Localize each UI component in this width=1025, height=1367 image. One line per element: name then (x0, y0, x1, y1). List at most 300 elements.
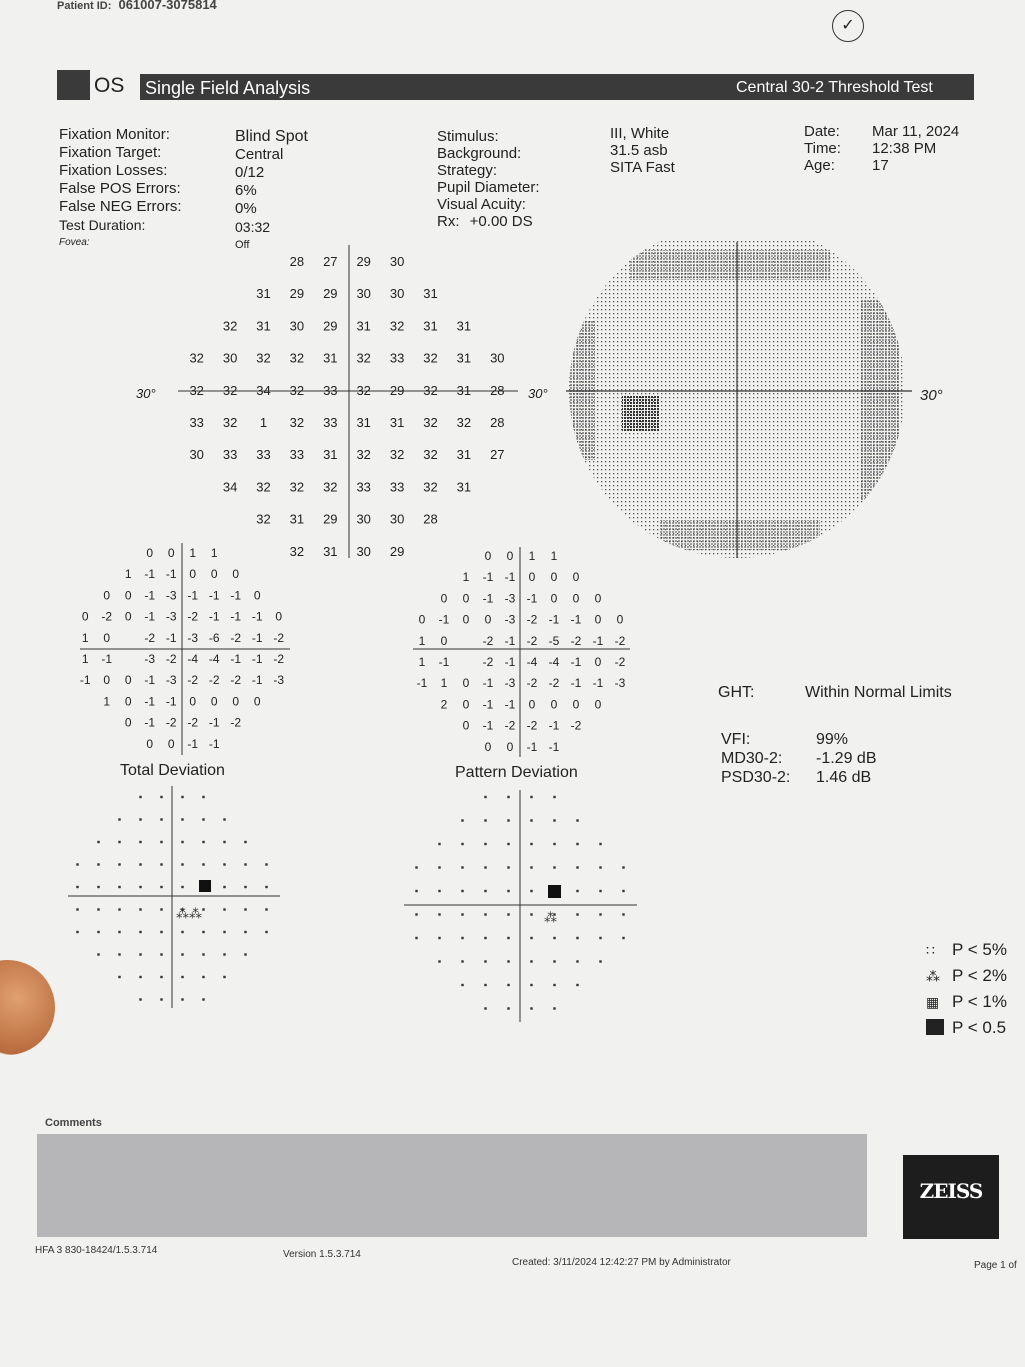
td-prob-dot (244, 863, 246, 865)
analysis-title: Single Field Analysis (145, 78, 311, 98)
td-value: -3 (165, 588, 177, 603)
pd-value: 2 (440, 697, 448, 712)
pd-prob-dot (553, 960, 555, 962)
pd-prob-dot (484, 937, 486, 939)
td-value: -2 (230, 715, 242, 730)
indices-values: 99% -1.29 dB 1.46 dB (816, 731, 877, 786)
threshold-value: 34 (222, 479, 238, 495)
td-prob-dot (160, 841, 162, 843)
pd-prob-dot (438, 960, 440, 962)
threshold-value: 27 (323, 254, 338, 269)
td-value: 1 (189, 546, 197, 560)
pd-value: 0 (484, 549, 492, 563)
threshold-value: 31 (456, 350, 472, 366)
pd-prob-dot (599, 937, 601, 939)
threshold-value: 31 (256, 318, 271, 334)
threshold-value: 33 (356, 479, 371, 495)
threshold-value: 32 (289, 350, 305, 366)
td-value: 0 (124, 609, 132, 624)
threshold-value: 28 (423, 511, 438, 527)
td-value: 0 (103, 630, 111, 645)
pd-prob-dot (622, 913, 624, 915)
td-prob-dot (160, 796, 162, 798)
td-prob-dot (244, 886, 246, 888)
pd-value: -2 (526, 612, 538, 627)
td-prob-dot (181, 841, 183, 843)
threshold-value: 1 (259, 415, 268, 430)
pd-prob-dot (530, 843, 532, 845)
td-prob-dot (202, 908, 204, 910)
threshold-value: 32 (256, 479, 271, 495)
info-left-labels: Fixation Monitor: Fixation Target: Fixation Losses: False POS Errors: False NEG Errors: Test Duration: Fovea: (59, 126, 182, 248)
pd-prob-dot (553, 937, 555, 939)
td-prob-dot (202, 796, 204, 798)
pd-value: 0 (484, 739, 492, 754)
pd-value: 0 (594, 697, 602, 712)
ght-value: Within Normal Limits (805, 684, 952, 701)
pd-prob-dot (576, 960, 578, 962)
td-prob-dot (160, 818, 162, 820)
pd-prob-dot (438, 890, 440, 892)
td-prob-dot (160, 998, 162, 1000)
pd-value: -1 (548, 718, 560, 733)
patient-id-label: Patient ID: (57, 0, 112, 12)
pd-prob-dot (461, 866, 463, 868)
grayscale-axis-label: 30° (920, 387, 943, 404)
td-prob-dot (139, 841, 141, 843)
pd-value: -1 (548, 739, 560, 754)
threshold-value: 31 (456, 447, 472, 463)
threshold-value: 30 (222, 350, 238, 366)
td-prob-dot (139, 863, 141, 865)
td-prob-dot (181, 886, 183, 888)
pd-prob-dot (507, 890, 509, 892)
threshold-value: 30 (356, 286, 371, 302)
threshold-value: 31 (323, 350, 338, 366)
threshold-value: 31 (456, 479, 472, 495)
pd-prob-dot (530, 866, 532, 868)
threshold-value: 31 (423, 286, 438, 302)
pd-value: -3 (504, 591, 516, 606)
threshold-value: 33 (256, 447, 271, 463)
td-prob-dot (160, 976, 162, 978)
pd-value: -4 (526, 655, 538, 669)
pd-value: -2 (526, 633, 538, 648)
pd-prob-dot (622, 866, 624, 868)
pd-value: -1 (504, 570, 516, 585)
info-left-values: Blind Spot Central 0/12 6% 0% 03:32 Off (235, 128, 308, 251)
pd-prob-dot (599, 960, 601, 962)
td-value: 0 (124, 694, 132, 709)
threshold-value: 30 (356, 511, 371, 527)
threshold-value: 29 (323, 318, 338, 334)
pd-prob-dot (576, 843, 578, 845)
td-prob-dot (97, 908, 99, 910)
pd-value: -2 (482, 633, 494, 648)
pd-value: -3 (614, 676, 626, 691)
threshold-value: 31 (356, 415, 371, 430)
td-value: 0 (146, 736, 154, 751)
td-value: -1 (230, 652, 242, 666)
pd-prob-dot (507, 843, 509, 845)
td-value: 0 (146, 546, 154, 560)
p2-icon: ⁂ (926, 968, 940, 984)
threshold-axis-label-right: 30° (528, 386, 548, 401)
td-value: 1 (81, 652, 89, 666)
td-value: 0 (253, 694, 261, 709)
pd-value: 0 (594, 612, 602, 627)
td-value: -1 (144, 673, 156, 688)
threshold-value: 29 (323, 511, 338, 527)
threshold-value: 32 (222, 382, 238, 398)
pd-prob-dot (553, 819, 555, 821)
td-prob-dot (97, 863, 99, 865)
td-prob-dot (181, 998, 183, 1000)
threshold-value: 32 (389, 447, 405, 463)
threshold-value: 33 (323, 415, 338, 430)
pd-value: 0 (418, 612, 426, 627)
threshold-value: 32 (423, 479, 438, 495)
td-prob-dot (244, 908, 246, 910)
td-value: -1 (144, 567, 156, 582)
pd-prob-dot (530, 960, 532, 962)
p5-icon: ∷ (926, 942, 935, 958)
td-value: 0 (253, 588, 261, 603)
pd-value: 0 (550, 591, 558, 606)
td-prob-dot (181, 931, 183, 933)
td-prob-dot (223, 908, 225, 910)
td-prob-dot (265, 886, 267, 888)
td-value: -1 (165, 630, 177, 645)
pd-value: -1 (570, 655, 582, 669)
pd-prob-dot (484, 960, 486, 962)
pd-prob-dot (553, 843, 555, 845)
pd-prob-dot (553, 866, 555, 868)
pd-value: -2 (526, 718, 538, 733)
td-value: 1 (81, 630, 89, 645)
threshold-value: 34 (256, 382, 271, 398)
td-value: -2 (144, 630, 156, 645)
td-value: -2 (187, 673, 199, 688)
td-value: -1 (101, 652, 113, 666)
test-name: Central 30-2 Threshold Test (736, 79, 933, 96)
td-prob-dot (139, 976, 141, 978)
td-value: 0 (189, 567, 197, 582)
pd-prob-dot (438, 866, 440, 868)
pd-value: 1 (440, 676, 448, 691)
td-prob-dot (181, 976, 183, 978)
td-prob-dot (76, 931, 78, 933)
threshold-value: 29 (289, 286, 305, 302)
td-p05-mark (199, 880, 211, 892)
pd-value: -1 (482, 591, 494, 606)
pd-prob-dot (461, 960, 463, 962)
pd-value: 0 (484, 612, 492, 627)
threshold-value: 28 (490, 382, 505, 398)
pd-prob-dot (530, 984, 532, 986)
pd-prob-dot (484, 866, 486, 868)
pd-value: -1 (416, 676, 428, 691)
td-value: -2 (273, 652, 285, 666)
threshold-value: 27 (490, 447, 505, 463)
pd-prob-dot (622, 890, 624, 892)
comments-label: Comments (45, 1117, 102, 1129)
p1-icon: ▦ (926, 994, 940, 1010)
td-value: -1 (208, 715, 220, 730)
pd-prob-dot (576, 890, 578, 892)
pd-value: -1 (526, 739, 538, 754)
pd-value: -1 (504, 655, 516, 669)
pd-prob-dot (484, 890, 486, 892)
td-value: -1 (251, 652, 263, 666)
pd-prob-dot (530, 913, 532, 915)
td-prob-dot (118, 953, 120, 955)
footer-page: Page 1 of (974, 1260, 1017, 1271)
td-prob-dot (160, 953, 162, 955)
pd-value: -1 (570, 676, 582, 691)
threshold-value: 32 (289, 543, 305, 559)
pd-value: -1 (482, 570, 494, 585)
td-prob-dot (202, 953, 204, 955)
td-value: 0 (210, 567, 218, 582)
td-value: -1 (208, 588, 220, 603)
td-p2-mark: ⁂⁂ (176, 907, 202, 922)
threshold-value: 31 (256, 286, 271, 302)
pd-prob-dot (507, 960, 509, 962)
pd-value: 0 (616, 612, 624, 627)
pd-prob-dot (415, 913, 417, 915)
td-prob-dot (181, 863, 183, 865)
ght-label: GHT: (718, 684, 755, 701)
threshold-value: 29 (389, 382, 405, 398)
td-value: -1 (165, 694, 177, 709)
check-mark-icon: ✓ (832, 10, 864, 42)
pd-prob-dot (507, 819, 509, 821)
td-prob-dot (181, 796, 183, 798)
threshold-value: 30 (389, 286, 405, 302)
threshold-value: 32 (356, 382, 371, 398)
pd-prob-dot (415, 890, 417, 892)
td-prob-dot (223, 841, 225, 843)
pd-value: -4 (548, 655, 560, 669)
td-prob-dot (97, 886, 99, 888)
pd-value: 0 (440, 591, 448, 606)
td-prob-dot (181, 953, 183, 955)
td-prob-dot (97, 841, 99, 843)
pd-prob-dot (599, 890, 601, 892)
comments-box (37, 1134, 867, 1237)
pd-value: -1 (482, 718, 494, 733)
pd-value: -1 (592, 633, 604, 648)
threshold-value: 31 (389, 415, 405, 430)
td-value: 1 (103, 694, 111, 709)
pd-prob-dot (599, 866, 601, 868)
pd-prob-dot (507, 984, 509, 986)
footer-version: Version 1.5.3.714 (283, 1249, 361, 1260)
p05-icon (926, 1019, 944, 1035)
pd-value: 0 (462, 676, 470, 691)
threshold-value: 33 (389, 350, 405, 366)
pd-prob-dot (415, 937, 417, 939)
pd-value: -3 (504, 676, 516, 691)
td-value: -1 (208, 609, 220, 624)
td-value: -1 (144, 715, 156, 730)
td-value: -1 (144, 694, 156, 709)
pd-prob-dot (599, 843, 601, 845)
pd-value: 1 (418, 633, 426, 648)
pd-prob-dot (576, 937, 578, 939)
pd-prob-dot (530, 1007, 532, 1009)
td-value: -3 (165, 673, 177, 688)
info-right-values: Mar 11, 2024 12:38 PM 17 (872, 123, 960, 174)
pd-prob-dot (484, 913, 486, 915)
td-value: -3 (165, 609, 177, 624)
td-value: -2 (187, 609, 199, 624)
td-prob-dot (202, 863, 204, 865)
td-prob-dot (139, 908, 141, 910)
pd-value: -2 (548, 676, 560, 691)
pd-value: -1 (504, 633, 516, 648)
pd-prob-dot (507, 796, 509, 798)
td-prob-dot (118, 976, 120, 978)
td-value: -4 (187, 652, 199, 666)
threshold-value: 32 (289, 479, 305, 495)
probability-legend: ∷ P < 5% ⁂ P < 2% ▦ P < 1% P < 0.5 (926, 940, 1007, 1037)
td-value: -4 (208, 652, 220, 666)
pd-value: -1 (526, 591, 538, 606)
td-prob-dot (244, 841, 246, 843)
pd-value: -1 (438, 612, 450, 627)
pd-p05-mark (548, 885, 561, 898)
pd-value: -1 (548, 612, 560, 627)
threshold-value: 33 (389, 479, 405, 495)
td-value: 1 (124, 567, 132, 582)
pd-value: -2 (614, 655, 626, 669)
td-value: -1 (79, 673, 91, 688)
td-value: -2 (230, 673, 242, 688)
threshold-value: 30 (289, 318, 305, 334)
pd-value: 0 (528, 697, 536, 712)
threshold-value: 32 (189, 350, 204, 366)
td-prob-dot (181, 818, 183, 820)
td-prob-dot (76, 908, 78, 910)
threshold-value: 32 (423, 415, 438, 430)
pd-prob-dot (576, 913, 578, 915)
pd-value: 1 (462, 570, 470, 585)
pd-value: 0 (462, 591, 470, 606)
threshold-value: 28 (490, 415, 505, 430)
pd-prob-dot (461, 937, 463, 939)
pd-value: -1 (482, 676, 494, 691)
td-prob-dot (223, 818, 225, 820)
threshold-value: 29 (356, 254, 371, 269)
pd-prob-dot (461, 819, 463, 821)
pd-value: -1 (438, 655, 450, 669)
td-prob-dot (76, 886, 78, 888)
threshold-value: 31 (356, 318, 371, 334)
threshold-value: 31 (423, 318, 438, 334)
td-value: -3 (187, 630, 199, 645)
pd-value: 0 (462, 612, 470, 627)
threshold-value: 33 (222, 447, 238, 463)
pd-prob-dot (438, 913, 440, 915)
threshold-value: 32 (289, 415, 305, 430)
threshold-value: 31 (456, 382, 472, 398)
pd-prob-dot (576, 819, 578, 821)
pd-prob-dot (553, 984, 555, 986)
threshold-value: 30 (389, 254, 405, 269)
td-prob-dot (223, 863, 225, 865)
pd-prob-dot (415, 866, 417, 868)
pd-value: 0 (594, 655, 602, 669)
td-prob-dot (139, 998, 141, 1000)
td-value: -1 (144, 588, 156, 603)
threshold-value: 30 (490, 350, 505, 366)
td-prob-dot (244, 953, 246, 955)
td-prob-dot (97, 953, 99, 955)
threshold-value: 32 (256, 350, 271, 366)
pd-value: -2 (570, 718, 582, 733)
td-value: -2 (101, 609, 113, 624)
td-prob-dot (118, 818, 120, 820)
td-value: 1 (210, 546, 218, 560)
threshold-value: 32 (456, 415, 472, 430)
threshold-value: 33 (289, 447, 305, 463)
patient-id-value: 061007-3075814 (118, 0, 217, 12)
pd-value: 0 (594, 591, 602, 606)
pd-value: -1 (482, 697, 494, 712)
footer-created: Created: 3/11/2024 12:42:27 PM by Administrator (512, 1257, 731, 1268)
threshold-value: 33 (323, 382, 338, 398)
td-value: -2 (165, 652, 177, 666)
td-value: 0 (124, 715, 132, 730)
pd-prob-dot (576, 984, 578, 986)
td-value: 0 (275, 609, 283, 624)
pd-prob-dot (599, 913, 601, 915)
threshold-value: 32 (256, 511, 271, 527)
pd-prob-dot (438, 843, 440, 845)
td-value: -2 (208, 673, 220, 688)
info-right-labels: Date: Time: Age: (804, 123, 841, 174)
pd-value: 0 (462, 718, 470, 733)
td-prob-dot (202, 818, 204, 820)
threshold-value: 31 (323, 447, 338, 463)
threshold-value: 28 (289, 254, 305, 269)
td-prob-dot (118, 863, 120, 865)
pd-prob-dot (530, 937, 532, 939)
td-value: -2 (273, 630, 285, 645)
pd-prob-dot (553, 1007, 555, 1009)
pd-value: 1 (528, 549, 536, 563)
pd-prob-dot (461, 843, 463, 845)
threshold-value: 29 (389, 543, 405, 559)
td-value: 0 (103, 673, 111, 688)
eye-label: OS (94, 74, 125, 97)
pd-prob-dot (461, 890, 463, 892)
pd-prob-dot (576, 866, 578, 868)
td-value: 0 (167, 736, 175, 751)
pd-value: 0 (572, 570, 580, 585)
td-value: -1 (230, 588, 242, 603)
pd-value: -1 (592, 676, 604, 691)
td-value: 0 (189, 694, 197, 709)
threshold-value: 31 (323, 543, 338, 559)
td-prob-dot (160, 908, 162, 910)
threshold-value: 32 (423, 382, 438, 398)
threshold-value: 32 (389, 318, 405, 334)
pd-value: 0 (528, 570, 536, 585)
td-prob-dot (139, 818, 141, 820)
